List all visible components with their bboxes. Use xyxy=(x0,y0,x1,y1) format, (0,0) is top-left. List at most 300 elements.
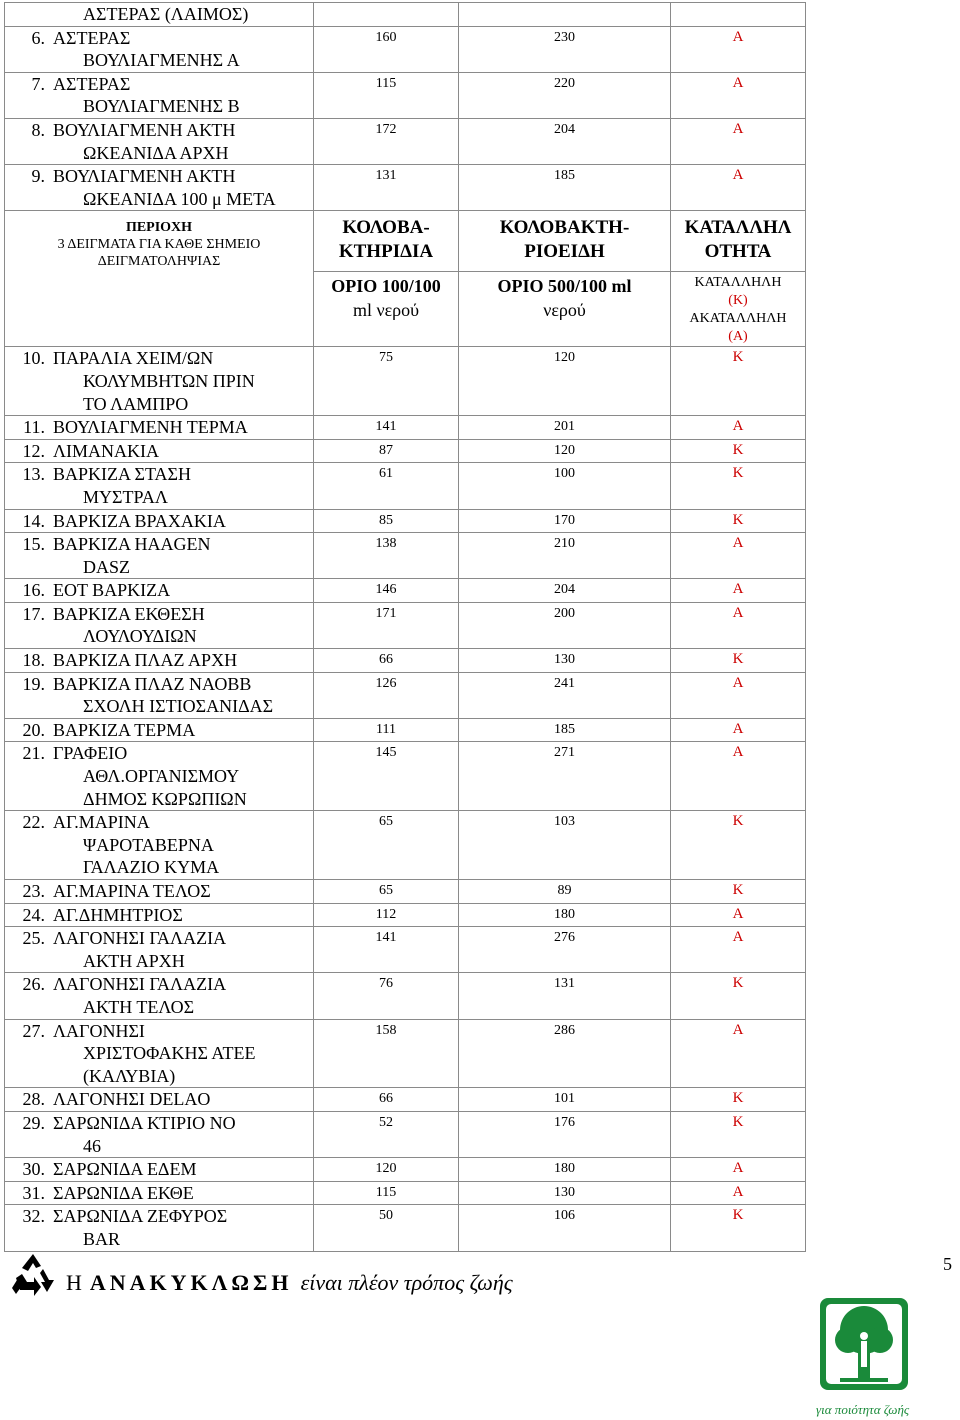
location-cell xyxy=(5,927,314,973)
suitability-header-line1: ΚΑΤΑΛΛΗΛ xyxy=(684,217,792,239)
location-cell xyxy=(5,602,314,648)
limit-bacteria-cell xyxy=(459,272,671,347)
coliforms-value: 52 xyxy=(314,1111,459,1157)
suitability-status: Κ xyxy=(671,1088,806,1112)
coliforms-value: 126 xyxy=(314,672,459,718)
location-text: ΣΑΡΩΝΙΔΑ ΕΔΕΜ xyxy=(53,1159,197,1180)
table-row xyxy=(5,811,806,880)
location-name xyxy=(5,811,313,834)
bacteria-value: 130 xyxy=(459,649,671,673)
location-cell xyxy=(5,1158,314,1182)
location-text: DASZ xyxy=(83,556,131,577)
table-body-bottom xyxy=(5,347,806,1251)
location-text: ΑΚΤΗ ΑΡΧΗ xyxy=(83,950,185,971)
bacteria-value: 271 xyxy=(459,742,671,811)
location-name-continued xyxy=(5,188,313,211)
limit-coliforms-line2: ml νερού xyxy=(352,300,420,321)
suitability-status: Α xyxy=(671,118,806,164)
location-name xyxy=(5,973,313,996)
location-number: 13. xyxy=(22,464,45,485)
location-number: 23. xyxy=(22,881,45,901)
table-row xyxy=(5,602,806,648)
table-row xyxy=(5,672,806,718)
location-text: ΛΟΥΛΟΥΔΙΩΝ xyxy=(83,626,197,647)
location-text: ΩΚΕΑΝΙΔΑ 100 μ ΜΕΤΑ xyxy=(83,188,276,209)
footer-slogan-italic: είναι πλέον τρόπος ζωής xyxy=(300,1270,513,1295)
bacteria-value: 185 xyxy=(459,165,671,211)
coliform-bacteria-header-line1: ΚΟΛΟΒΑΚΤΗ- xyxy=(499,217,630,239)
coliforms-value: 61 xyxy=(314,463,459,509)
location-cell xyxy=(5,118,314,164)
bacteria-value: 241 xyxy=(459,672,671,718)
table-row xyxy=(5,1205,806,1251)
location-text: ΒΟΥΛΙΑΓΜΕΝΗ ΤΕΡΜΑ xyxy=(53,417,248,438)
suitability-status: Α xyxy=(671,742,806,811)
suitability-status: Α xyxy=(671,26,806,72)
location-name-continued xyxy=(5,788,313,811)
location-text: ΨΑΡΟΤΑΒΕΡΝΑ xyxy=(83,834,214,855)
recycling-footer xyxy=(10,1252,810,1302)
location-text: ΒΑΡΚΙΖΑ ΤΕΡΜΑ xyxy=(53,719,196,740)
location-text: ΑΘΛ.ΟΡΓΑΝΙΣΜΟΥ xyxy=(83,766,240,787)
location-text: ΒΟΥΛΙΑΓΜΕΝΗΣ Α xyxy=(83,50,240,71)
key-suitable-code: (Κ) xyxy=(728,293,748,309)
location-number: 21. xyxy=(22,743,45,764)
location-cell xyxy=(5,1181,314,1205)
coliform-bacteria-header-cell xyxy=(459,211,671,272)
location-cell xyxy=(5,649,314,673)
location-name-continued xyxy=(5,625,313,648)
location-text: (ΚΑΛΥΒΙΑ) xyxy=(83,1065,176,1086)
coliforms-value: 172 xyxy=(314,118,459,164)
location-name xyxy=(5,904,313,927)
bacteria-value: 130 xyxy=(459,1181,671,1205)
location-number: 20. xyxy=(22,719,45,740)
location-text: ΒΟΥΛΙΑΓΜΕΝΗΣ Β xyxy=(83,96,240,117)
location-cell xyxy=(5,811,314,880)
suitability-status: Α xyxy=(671,602,806,648)
location-number: 9. xyxy=(31,166,45,187)
location-number: 30. xyxy=(22,1159,45,1180)
suitability-key-cell xyxy=(671,272,806,347)
region-header: ΠΕΡΙΟΧΗ xyxy=(125,220,193,236)
coliforms-value: 65 xyxy=(314,880,459,904)
location-text: ΒΟΥΛΙΑΓΜΕΝΗ ΑΚΤΗ xyxy=(53,166,236,187)
coliforms-value: 75 xyxy=(314,347,459,416)
location-name-continued xyxy=(5,1042,313,1065)
region-header-cell xyxy=(5,211,314,347)
location-number: 10. xyxy=(22,348,45,369)
suitability-header-line2: ΟΤΗΤΑ xyxy=(704,241,772,263)
suitability-status: Κ xyxy=(671,880,806,904)
coliforms-value: 141 xyxy=(314,416,459,440)
location-name xyxy=(5,463,313,486)
suitability-status: Α xyxy=(671,672,806,718)
location-name xyxy=(5,1182,313,1205)
location-name-continued xyxy=(5,486,313,509)
suitability-status: Κ xyxy=(671,1205,806,1251)
location-text: ΧΡΙΣΤΟΦΑΚΗΣ ΑΤΕΕ xyxy=(83,1043,256,1064)
location-name-continued xyxy=(5,996,313,1019)
table-row xyxy=(5,26,806,72)
location-cell xyxy=(5,347,314,416)
location-name xyxy=(5,533,313,556)
location-name xyxy=(5,73,313,96)
footer-slogan xyxy=(66,1270,513,1296)
table-row xyxy=(5,1181,806,1205)
location-number: 32. xyxy=(22,1206,45,1227)
location-name-continued xyxy=(5,370,313,393)
location-name-continued xyxy=(5,95,313,118)
location-text: BAR xyxy=(83,1228,121,1249)
location-name xyxy=(5,880,313,903)
location-text: ΑΓ.ΜΑΡΙΝΑ ΤΕΛΟΣ xyxy=(53,881,211,901)
key-suitable-label: ΚΑΤΑΛΛΗΛΗ xyxy=(694,275,782,291)
bacteria-value: 101 xyxy=(459,1088,671,1112)
location-name xyxy=(5,927,313,950)
coliforms-value: 115 xyxy=(314,72,459,118)
bacteria-value: 204 xyxy=(459,579,671,603)
bacteria-value: 89 xyxy=(459,880,671,904)
suitability-status: Α xyxy=(671,903,806,927)
bacteria-value: 201 xyxy=(459,416,671,440)
coliforms-header-cell xyxy=(314,211,459,272)
limit-coliforms-cell xyxy=(314,272,459,347)
location-name xyxy=(5,1112,313,1135)
coliforms-value: 171 xyxy=(314,602,459,648)
page-number: 5 xyxy=(943,1254,952,1274)
location-number: 16. xyxy=(22,580,45,601)
location-name-continued xyxy=(5,142,313,165)
location-name xyxy=(5,416,313,439)
location-name xyxy=(5,742,313,765)
coliforms-value: 115 xyxy=(314,1181,459,1205)
location-name-continued xyxy=(5,695,313,718)
location-cell xyxy=(5,533,314,579)
coliform-bacteria-header-line2: ΡΙΟΕΙΔΗ xyxy=(524,241,605,263)
location-number: 31. xyxy=(22,1182,45,1203)
bacteria-value: 100 xyxy=(459,463,671,509)
suitability-status: Κ xyxy=(671,649,806,673)
location-text: ΣΑΡΩΝΙΔΑ ΚΤΙΡΙΟ ΝΟ xyxy=(53,1112,236,1133)
bacteria-value: 200 xyxy=(459,602,671,648)
bacteria-value: 220 xyxy=(459,72,671,118)
table-row xyxy=(5,1019,806,1088)
bacteria-value: 276 xyxy=(459,927,671,973)
table-row xyxy=(5,165,806,211)
location-number: 28. xyxy=(22,1089,45,1110)
location-text: ΛΙΜΑΝΑΚΙΑ xyxy=(53,440,160,461)
location-name-continued xyxy=(5,393,313,416)
suitability-status: Α xyxy=(671,1158,806,1182)
coliforms-value: 112 xyxy=(314,903,459,927)
location-name xyxy=(5,1158,313,1181)
suitability-status: Κ xyxy=(671,463,806,509)
bacteria-value: 204 xyxy=(459,118,671,164)
location-cell xyxy=(5,718,314,742)
location-text: ΚΟΛΥΜΒΗΤΩΝ ΠΡΙΝ xyxy=(83,370,255,391)
bacteria-value: 180 xyxy=(459,903,671,927)
location-name-continued xyxy=(5,1228,313,1251)
table-row xyxy=(5,118,806,164)
key-unsuitable-code: (Α) xyxy=(728,329,748,345)
location-cell xyxy=(5,439,314,463)
coliforms-value: 66 xyxy=(314,1088,459,1112)
table-row xyxy=(5,1158,806,1182)
suitability-status: Κ xyxy=(671,509,806,533)
recycle-icon xyxy=(10,1252,56,1296)
location-text: ΣΑΡΩΝΙΔΑ ΕΚΘΕ xyxy=(53,1182,194,1203)
table-row xyxy=(5,649,806,673)
location-name-continued xyxy=(5,49,313,72)
suitability-status: Α xyxy=(671,1181,806,1205)
location-cell xyxy=(5,72,314,118)
location-cell xyxy=(5,165,314,211)
suitability-status: Α xyxy=(671,72,806,118)
location-text: ΒΑΡΚΙΖΑ HAAGEN xyxy=(53,534,211,555)
coliforms-value: 131 xyxy=(314,165,459,211)
suitability-status: Α xyxy=(671,579,806,603)
location-cell xyxy=(5,579,314,603)
location-number: 15. xyxy=(22,534,45,555)
location-cell xyxy=(5,463,314,509)
location-text: ΑΓ.ΔΗΜΗΤΡΙΟΣ xyxy=(53,904,183,925)
coliforms-value: 87 xyxy=(314,439,459,463)
location-text: ΒΑΡΚΙΖΑ ΕΚΘΕΣΗ xyxy=(53,603,205,624)
location-number: 6. xyxy=(31,27,45,48)
table-row xyxy=(5,880,806,904)
location-name xyxy=(5,649,313,672)
bacteria-value: 230 xyxy=(459,26,671,72)
location-name xyxy=(5,673,313,696)
coliforms-header-line1: ΚΟΛΟΒΑ- xyxy=(342,217,430,239)
bacteria-value: 170 xyxy=(459,509,671,533)
limit-coliforms-line1: ΟΡΙΟ 100/100 xyxy=(331,276,441,297)
location-cell xyxy=(5,3,314,27)
location-text: ΑΣΤΕΡΑΣ xyxy=(53,27,131,48)
table-row xyxy=(5,439,806,463)
location-name xyxy=(5,1088,313,1111)
suitability-status: Κ xyxy=(671,811,806,880)
location-text: ΒΑΡΚΙΖΑ ΣΤΑΣΗ xyxy=(53,464,192,485)
location-text: ΠΑΡΑΛΙΑ ΧΕΙΜ/ΩΝ xyxy=(53,348,214,369)
location-number: 12. xyxy=(22,440,45,461)
table-row xyxy=(5,973,806,1019)
coliforms-value: 160 xyxy=(314,26,459,72)
table-row xyxy=(5,347,806,416)
location-text: ΔΗΜΟΣ ΚΩΡΩΠΙΩΝ xyxy=(83,788,247,809)
location-name xyxy=(5,119,313,142)
location-number: 19. xyxy=(22,673,45,694)
bacteria-value xyxy=(459,3,671,27)
suitability-status: Κ xyxy=(671,347,806,416)
bacteria-value: 185 xyxy=(459,718,671,742)
suitability-header-cell xyxy=(671,211,806,272)
location-text: ΓΡΑΦΕΙΟ xyxy=(53,743,128,764)
logo-caption: για ποιότητα ζωής xyxy=(816,1402,910,1417)
location-cell xyxy=(5,880,314,904)
location-text: ΣΧΟΛΗ ΙΣΤΙΟΣΑΝΙΔΑΣ xyxy=(83,696,274,717)
coliforms-value: 85 xyxy=(314,509,459,533)
table-row xyxy=(5,742,806,811)
location-number: 29. xyxy=(22,1112,45,1133)
table-row xyxy=(5,579,806,603)
coliforms-value: 66 xyxy=(314,649,459,673)
location-cell xyxy=(5,26,314,72)
location-name xyxy=(5,603,313,626)
location-text: ΒΑΡΚΙΖΑ ΠΛΑΖ ΑΡΧΗ xyxy=(53,650,238,671)
suitability-status: Κ xyxy=(671,973,806,1019)
location-number: 17. xyxy=(22,603,45,624)
location-cell xyxy=(5,672,314,718)
location-number: 27. xyxy=(22,1020,45,1041)
coliforms-value: 120 xyxy=(314,1158,459,1182)
suitability-status: Α xyxy=(671,533,806,579)
suitability-status: Α xyxy=(671,165,806,211)
location-name xyxy=(5,510,313,533)
coliforms-value: 158 xyxy=(314,1019,459,1088)
bacteria-value: 180 xyxy=(459,1158,671,1182)
suitability-status: Α xyxy=(671,416,806,440)
bacteria-value: 120 xyxy=(459,347,671,416)
region-subheader-2: ΔΕΙΓΜΑΤΟΛΗΨΙΑΣ xyxy=(97,254,221,270)
suitability-status: Κ xyxy=(671,439,806,463)
table-row xyxy=(5,463,806,509)
coliforms-value xyxy=(314,3,459,27)
location-number: 24. xyxy=(22,904,45,925)
location-text: ΜΥΣΤΡΑΛ xyxy=(83,486,168,507)
bacteria-value: 131 xyxy=(459,973,671,1019)
bacteria-value: 286 xyxy=(459,1019,671,1088)
location-text: ΒΟΥΛΙΑΓΜΕΝΗ ΑΚΤΗ xyxy=(53,119,236,140)
location-name xyxy=(5,579,313,602)
coliforms-value: 111 xyxy=(314,718,459,742)
location-cell xyxy=(5,1205,314,1251)
location-text: ΒΑΡΚΙΖΑ ΒΡΑΧΑΚΙΑ xyxy=(53,510,226,531)
location-number: 8. xyxy=(31,119,45,140)
bacteria-value: 210 xyxy=(459,533,671,579)
table-row xyxy=(5,1111,806,1157)
location-name-continued xyxy=(5,950,313,973)
suitability-status xyxy=(671,3,806,27)
table-header-block xyxy=(5,211,806,347)
location-cell xyxy=(5,1088,314,1112)
location-name xyxy=(5,1020,313,1043)
coliforms-value: 141 xyxy=(314,927,459,973)
location-text: ΑΓ.ΜΑΡΙΝΑ xyxy=(53,812,150,833)
bacteria-value: 176 xyxy=(459,1111,671,1157)
suitability-status: Α xyxy=(671,1019,806,1088)
coliforms-value: 50 xyxy=(314,1205,459,1251)
location-text: ΛΑΓΟΝΗΣΙ DELAO xyxy=(53,1089,211,1110)
coliforms-value: 145 xyxy=(314,742,459,811)
location-name xyxy=(5,27,313,50)
table-row xyxy=(5,1088,806,1112)
location-text: ΕΟΤ ΒΑΡΚΙΖΑ xyxy=(53,580,171,601)
footer-slogan-bold: ΑΝΑΚΥΚΛΩΣΗ xyxy=(89,1270,293,1295)
bacteria-value: 106 xyxy=(459,1205,671,1251)
location-number: 18. xyxy=(22,650,45,671)
location-text: ΤΟ ΛΑΜΠΡΟ xyxy=(83,393,189,414)
table-row xyxy=(5,416,806,440)
limit-bacteria-line1: ΟΡΙΟ 500/100 ml xyxy=(497,276,632,297)
location-name xyxy=(5,440,313,463)
table-row xyxy=(5,3,806,27)
table-row xyxy=(5,509,806,533)
location-name-continued xyxy=(5,1065,313,1088)
coliforms-value: 146 xyxy=(314,579,459,603)
bacteria-value: 103 xyxy=(459,811,671,880)
table-row xyxy=(5,72,806,118)
location-cell xyxy=(5,1111,314,1157)
region-subheader-1: 3 ΔΕΙΓΜΑΤΑ ΓΙΑ ΚΑΘΕ ΣΗΜΕΙΟ xyxy=(57,237,261,253)
location-cell xyxy=(5,973,314,1019)
location-text: ΑΚΤΗ ΤΕΛΟΣ xyxy=(83,996,195,1017)
location-number: 7. xyxy=(31,73,45,94)
location-cell xyxy=(5,1019,314,1088)
suitability-status: Α xyxy=(671,718,806,742)
location-text: ΒΑΡΚΙΖΑ ΠΛΑΖ ΝΑΟΒΒ xyxy=(53,673,252,694)
location-text: ΛΑΓΟΝΗΣΙ ΓΑΛΑΖΙΑ xyxy=(53,974,227,995)
suitability-status: Α xyxy=(671,927,806,973)
header-row xyxy=(5,211,806,272)
location-name-continued xyxy=(5,765,313,788)
coliforms-value: 138 xyxy=(314,533,459,579)
location-name-continued xyxy=(5,856,313,879)
coliforms-header-line2: ΚΤΗΡΙΔΙΑ xyxy=(338,241,434,263)
location-text: ΩΚΕΑΝΙΔΑ ΑΡΧΗ xyxy=(83,142,229,163)
location-text: ΑΣΤΕΡΑΣ (ΛΑΙΜΟΣ) xyxy=(83,4,249,24)
bacteria-value: 120 xyxy=(459,439,671,463)
location-name xyxy=(5,347,313,370)
location-name-continued xyxy=(5,834,313,857)
location-name xyxy=(5,165,313,188)
location-cell xyxy=(5,903,314,927)
location-text: ΛΑΓΟΝΗΣΙ xyxy=(53,1020,145,1041)
location-name xyxy=(5,1205,313,1228)
location-cell xyxy=(5,416,314,440)
table-row xyxy=(5,533,806,579)
location-name-continued xyxy=(5,1135,313,1158)
location-text: ΑΣΤΕΡΑΣ xyxy=(53,73,131,94)
bathing-water-table xyxy=(4,2,806,1252)
coliforms-value: 76 xyxy=(314,973,459,1019)
table-row xyxy=(5,927,806,973)
location-number: 26. xyxy=(22,974,45,995)
footer-slogan-pre: Η xyxy=(66,1270,82,1295)
table-body-top xyxy=(5,3,806,211)
suitability-status: Κ xyxy=(671,1111,806,1157)
location-name xyxy=(5,719,313,742)
quality-tree-logo xyxy=(818,1296,910,1392)
location-number: 25. xyxy=(22,928,45,949)
location-name-continued xyxy=(5,556,313,579)
key-unsuitable-label: ΑΚΑΤΑΛΛΗΛΗ xyxy=(689,311,787,327)
location-cell xyxy=(5,742,314,811)
coliforms-value: 65 xyxy=(314,811,459,880)
location-text: ΛΑΓΟΝΗΣΙ ΓΑΛΑΖΙΑ xyxy=(53,928,227,949)
location-text: ΓΑΛΑΖΙΟ ΚΥΜΑ xyxy=(83,857,220,878)
location-name xyxy=(5,3,313,26)
location-text: 46 xyxy=(83,1135,101,1156)
table-row xyxy=(5,718,806,742)
limit-bacteria-line2: νερού xyxy=(543,300,586,321)
table-row xyxy=(5,903,806,927)
location-cell xyxy=(5,509,314,533)
location-number: 14. xyxy=(22,510,45,531)
location-number: 22. xyxy=(22,812,45,833)
location-number: 11. xyxy=(23,417,45,438)
